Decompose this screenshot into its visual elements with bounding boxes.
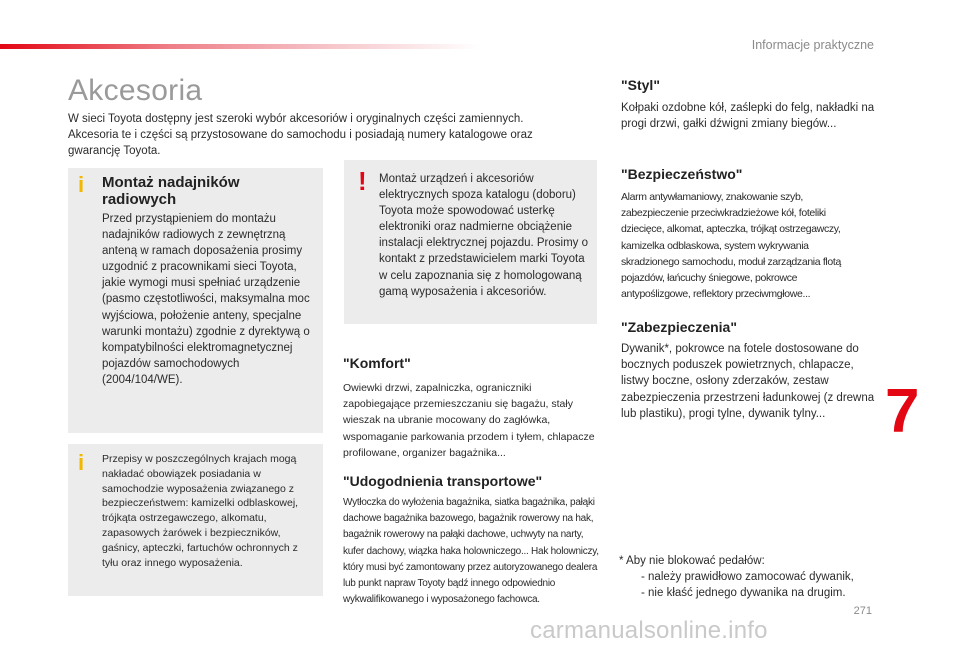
watermark: carmanualsonline.info [530, 617, 768, 644]
komfort-text: Owiewki drzwi, zapalniczka, ograniczniki zapobiegające przemieszczaniu się bagażu, stały wieszak na ubranie mocowany do zagłówka, wspomaganie parkowania przodem i tyłem, chlapacze profilowane, organizer bagażnika... [343, 382, 595, 459]
komfort-heading: "Komfort" [343, 355, 411, 371]
info-icon: i [78, 450, 85, 475]
regulations-box-text: Przepisy w poszczególnych krajach mogą nakładać obowiązek posiadania w samochodzie wyposażenia związanego z bezpieczeństwem: kamizelki odblaskowej, trójkąta ostrzegawczego, alkomatu, zapasowych żarówek i bezpieczników, gaśnicy, apteczki, fartuchów ochronnych z tyłu oraz innego wyposażenia. [102, 453, 299, 569]
footnote-line: - należy prawidłowo zamocować dywanik, [641, 571, 854, 584]
footnote-line: * Aby nie blokować pedałów: [619, 555, 765, 567]
radio-transmitters-box [68, 168, 323, 433]
intro-paragraph: W sieci Toyota dostępny jest szeroki wybór akcesoriów i oryginalnych części zamiennych. Akcesoria te i części są przystosowane do samochodu i posiadają numery katalogowe oraz gwarancję Toyota. [68, 113, 533, 157]
udogodnienia-text: Wytłoczka do wyłożenia bagażnika, siatka bagażnika, pałąki dachowe bagażnika bazowego, bagażnik rowerowy na hak, bagażnik rowerowy na pałąki dachowe, uchwyty na narty, kufer dachowy, wiązka haka holowniczego... Hak holowniczy, który musi być zamontowany przez autoryzowanego dealera lub punkt napraw Toyoty bądź innego odpowiednio wykwalifikowanego i wyposażonego fachowca. [343, 497, 599, 606]
info-icon: i [78, 172, 85, 197]
footnote [619, 553, 899, 602]
radio-box-title: Montaż nadajników radiowych [102, 174, 240, 208]
warning-icon: ! [358, 166, 367, 196]
page-number: 271 [853, 605, 872, 617]
page-title: Akcesoria [68, 74, 203, 107]
bezpieczenstwo-heading: "Bezpieczeństwo" [621, 166, 743, 182]
footnote-line: - nie kłaść jednego dywanika na drugim. [641, 587, 846, 600]
regulations-box [68, 444, 323, 596]
udogodnienia-heading: "Udogodnienia transportowe" [343, 473, 543, 489]
radio-box-text: Przed przystąpieniem do montażu nadajników radiowych z zewnętrzną anteną w ramach doposażenia prosimy uzgodnić z pracownikami sieci Toyota, jakie wymogi musi spełniać urządzenie (pasmo częstotliwości, maksymalna moc wyjściowa, położenie anteny, specjalne warunki montażu) zgodnie z dyrektywą o kompatybilności elektromagnetycznej pojazdów samochodowych (2004/104/WE). [102, 213, 310, 386]
styl-heading: "Styl" [621, 77, 660, 93]
section-header: Informacje praktyczne [751, 38, 874, 52]
styl-text: Kołpaki ozdobne kół, zaślepki do felg, nakładki na progi drzwi, gałki dźwigni zmiany biegów... [621, 102, 875, 131]
chapter-number: 7 [885, 377, 920, 446]
zabezpieczenia-heading: "Zabezpieczenia" [621, 319, 737, 335]
zabezpieczenia-text: Dywanik*, pokrowce na fotele dostosowane do bocznych poduszek powietrznych, chlapacze, listwy boczne, osłony zderzaków, zestaw zabezpieczenia przestrzeni ładunkowej (z drewna lub plastiku), progi tylne, dywanik tylny... [621, 343, 875, 420]
header-accent-bar [0, 44, 480, 49]
warning-box [344, 160, 597, 324]
bezpieczenstwo-text: Alarm antywłamaniowy, znakowanie szyb, zabezpieczenie przeciwkradzieżowe kół, foteliki dziecięce, alkomat, apteczka, trójkąt ostrzegawczy, kamizelka odblaskowa, system wykrywania skradzionego samochodu, moduł zarządzania flotą pojazdów, łańcuchy śniegowe, pokrowce antypoślizgowe, reflektory przeciwmgłowe... [621, 191, 841, 301]
warning-box-text: Montaż urządzeń i akcesoriów elektrycznych spoza katalogu (doboru) Toyota może spowodować usterkę elektroniki oraz nadmierne obciążenie instalacji elektrycznej pojazdu. Prosimy o kontakt z przedstawicielem marki Toyota w celu zapoznania się z homologowaną gamą wyposażenia i akcesoriów. [379, 173, 589, 298]
